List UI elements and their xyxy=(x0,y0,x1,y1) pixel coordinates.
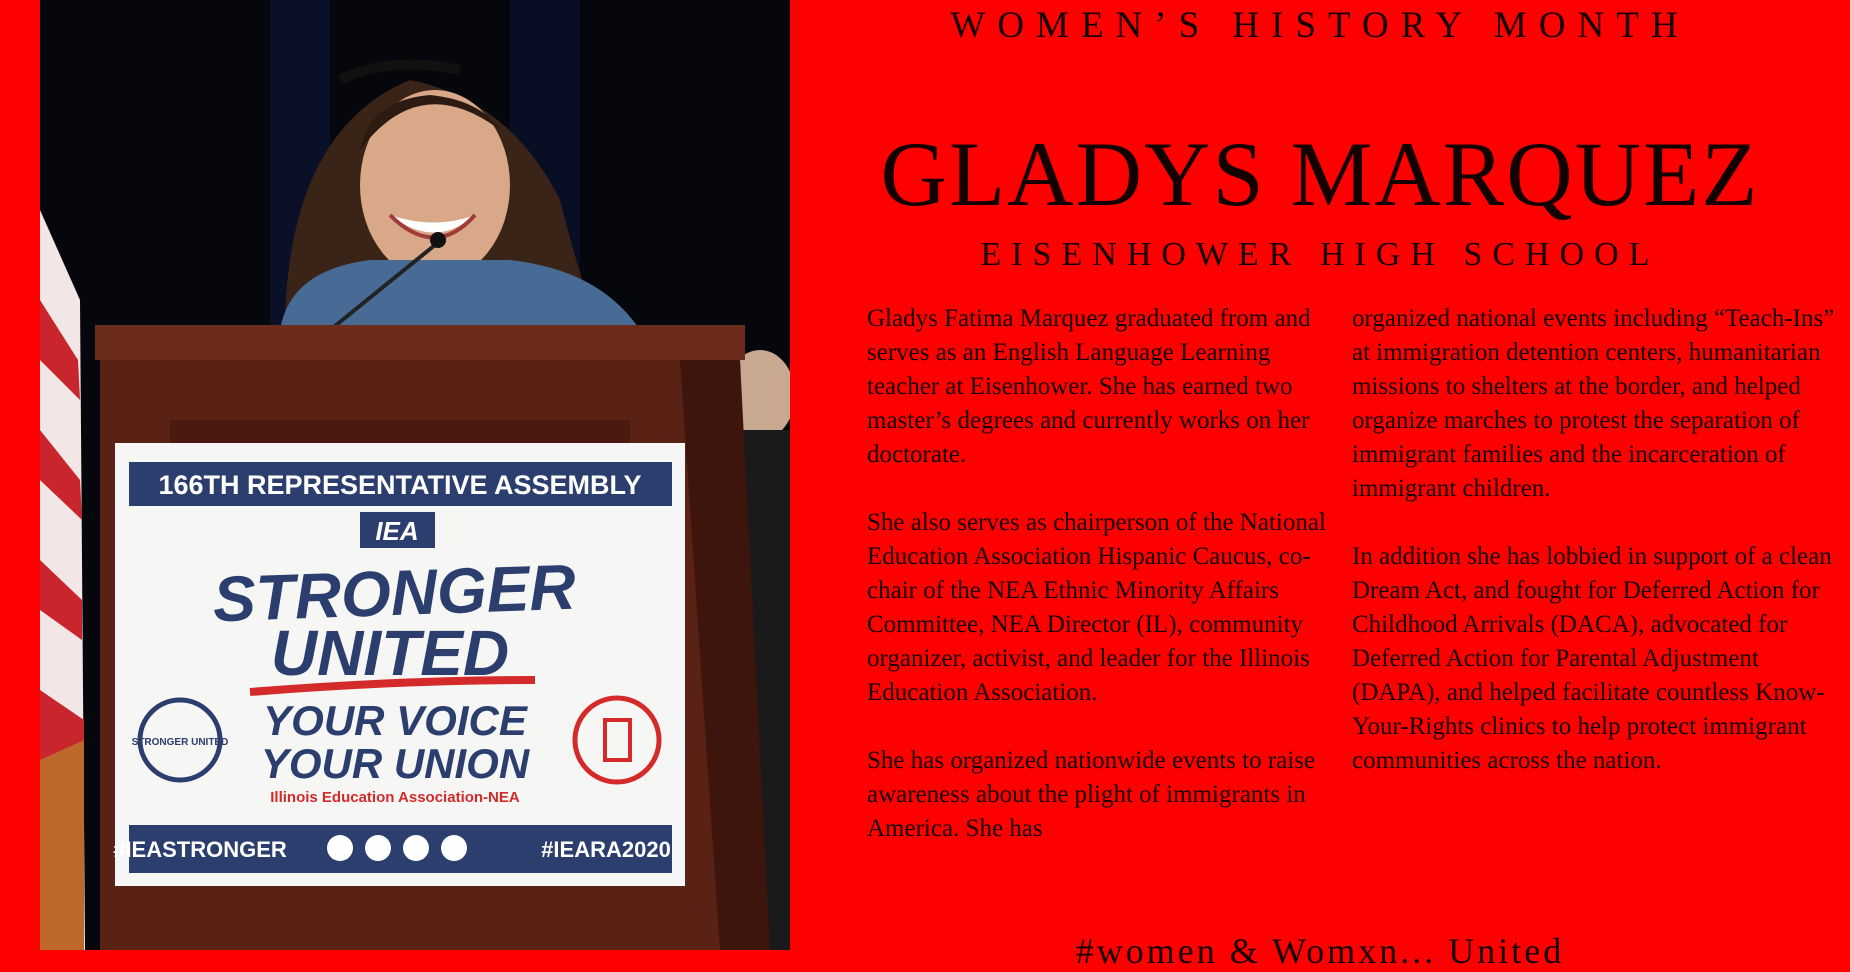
bio-paragraph: organized national events including “Teach-Ins” at immigration detention centers, humanitarian missions to shelters at the border, and helped organize marches to protest the separation of immigrant families and the incarceration of immigrant children. xyxy=(1352,305,1835,502)
sign-hashtag-left: #IEASTRONGER xyxy=(113,837,287,862)
photo-illustration xyxy=(40,0,790,950)
honoree-name: GLADYS MARQUEZ xyxy=(880,123,1760,225)
sign-united: UNITED xyxy=(270,617,510,689)
bio-column-left xyxy=(867,302,1337,880)
bio-column-right xyxy=(1352,302,1842,812)
flag xyxy=(40,210,85,950)
footer-hashtag: #women & Womxn... United xyxy=(1075,931,1565,971)
bio-paragraph: She has organized nationwide events to raise awareness about the plight of immigrants in America. She has xyxy=(867,747,1316,842)
sign-stronger: STRONGER xyxy=(211,550,577,636)
bio-paragraph: In addition she has lobbied in support of a clean Dream Act, and fought for Deferred Action for Childhood Arrivals (DACA), advocated for Deferred Action for Parental Adjustment (DAPA), and helped facilitate countless Know-Your-Rights clinics to help protect immigrant communities across the nation. xyxy=(1352,543,1832,774)
sign-iea-logo: IEA xyxy=(375,516,419,546)
sign-hashtag-right: #IEARA2020 xyxy=(541,837,671,862)
month-heading: WOMEN’S HISTORY MONTH xyxy=(950,5,1690,46)
school-name: EISENHOWER HIGH SCHOOL xyxy=(980,236,1660,273)
sign-assembly: 166TH REPRESENTATIVE ASSEMBLY xyxy=(158,470,642,500)
bio-paragraph: Gladys Fatima Marquez graduated from and serves as an English Language Learning teacher at Eisenhower. She has earned two master’s degrees and currently works on her doctorate. xyxy=(867,305,1311,468)
podium-sign xyxy=(113,443,685,886)
sign-your-voice: YOUR VOICE xyxy=(263,697,527,744)
sign-your-union: YOUR UNION xyxy=(260,740,530,787)
sign-org: Illinois Education Association-NEA xyxy=(270,789,520,806)
sign-seal-text: STRONGER UNITED xyxy=(131,737,229,748)
bio-paragraph: She also serves as chairperson of the National Education Association Hispanic Caucus, co-chair of the NEA Ethnic Minority Affairs Committee, NEA Director (IL), community organizer, activist, and leader for the Illinois Education Association. xyxy=(867,509,1326,706)
speaker-photo xyxy=(40,0,790,950)
